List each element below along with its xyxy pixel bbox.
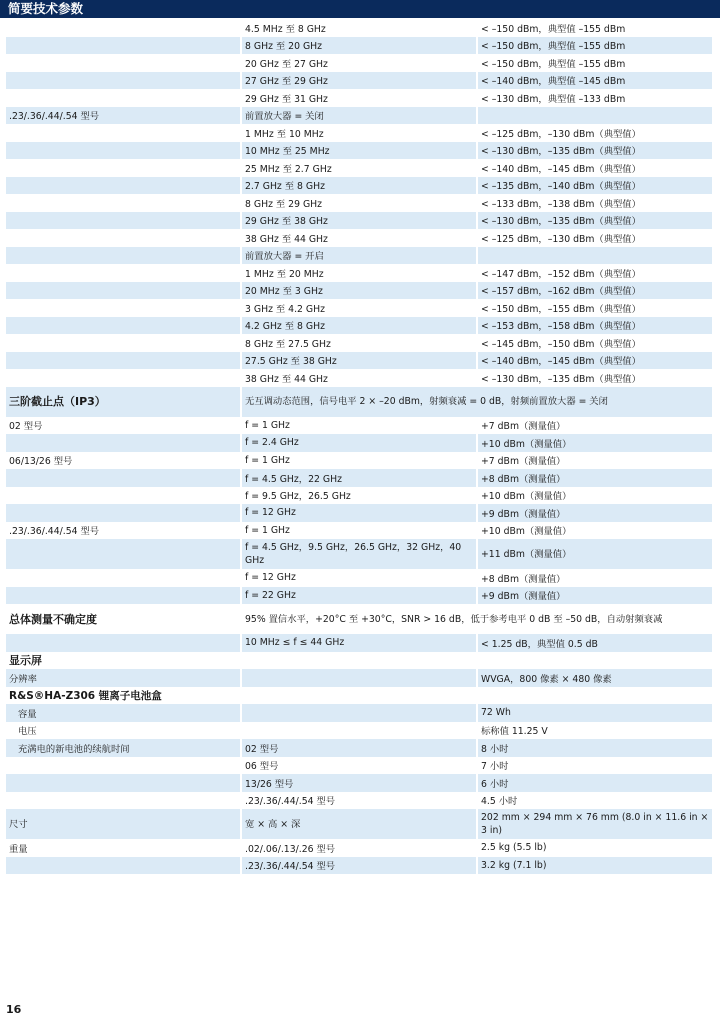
row-value: 2.5 kg (5.5 lb): [476, 839, 712, 857]
row-label: [6, 792, 240, 810]
row-condition: 1 MHz 至 20 MHz: [240, 264, 476, 282]
row-condition: 无互调动态范围，信号电平 2 × –20 dBm，射频衰减 = 0 dB，射频前置放大器 = 关闭: [240, 387, 712, 417]
row-value: < –157 dBm，–162 dBm（典型值）: [476, 282, 712, 300]
row-value: +7 dBm（测量值）: [476, 452, 712, 470]
row-condition: 1 MHz 至 10 MHz: [240, 124, 476, 142]
table-row: [6, 417, 712, 435]
table-row: [6, 229, 712, 247]
row-value: 标称值 11.25 V: [476, 722, 712, 740]
table-row: [6, 264, 712, 282]
table-row: [6, 504, 712, 522]
row-condition: 8 GHz 至 27.5 GHz: [240, 334, 476, 352]
row-condition: [240, 687, 476, 705]
table-row: [6, 19, 712, 37]
row-value: < –150 dBm，典型值 –155 dBm: [476, 37, 712, 55]
row-label: [6, 569, 240, 587]
row-condition: [240, 669, 476, 687]
row-label: [6, 37, 240, 55]
row-condition: 06 型号: [240, 757, 476, 775]
row-label: 尺寸: [6, 809, 240, 839]
table-row: [6, 809, 712, 839]
row-value: < –125 dBm，–130 dBm（典型值）: [476, 124, 712, 142]
row-label: [6, 229, 240, 247]
row-label: [6, 124, 240, 142]
row-label: [6, 539, 240, 569]
row-label: 分辨率: [6, 669, 240, 687]
table-row: [6, 487, 712, 505]
row-label: [6, 54, 240, 72]
row-label: [6, 247, 240, 265]
row-value: 72 Wh: [476, 704, 712, 722]
row-condition: f = 9.5 GHz，26.5 GHz: [240, 487, 476, 505]
row-label: [6, 299, 240, 317]
row-label: [6, 857, 240, 875]
row-condition: f = 22 GHz: [240, 587, 476, 605]
table-row: [6, 37, 712, 55]
table-row: [6, 757, 712, 775]
row-value: < –135 dBm，–140 dBm（典型值）: [476, 177, 712, 195]
row-value: [476, 247, 712, 265]
row-label: 总体测量不确定度: [9, 612, 97, 626]
table-row: [6, 282, 712, 300]
row-condition: [240, 704, 476, 722]
table-row: [6, 159, 712, 177]
row-label: [6, 587, 240, 605]
table-row: [6, 792, 712, 810]
row-condition: 宽 × 高 × 深: [240, 809, 476, 839]
table-row: [6, 569, 712, 587]
row-condition: 20 GHz 至 27 GHz: [240, 54, 476, 72]
row-label: .23/.36/.44/.54 型号: [9, 526, 100, 538]
row-label: [6, 757, 240, 775]
row-value: 6 小时: [476, 774, 712, 792]
row-label: [6, 504, 240, 522]
row-label: [6, 282, 240, 300]
row-condition: 前置放大器 = 关闭: [240, 107, 476, 125]
row-label: [6, 334, 240, 352]
row-value: +8 dBm（测量值）: [476, 469, 712, 487]
row-value: 7 小时: [476, 757, 712, 775]
row-label: [6, 317, 240, 335]
table-row: [6, 434, 712, 452]
row-value: +9 dBm（测量值）: [476, 587, 712, 605]
row-condition: 4.5 MHz 至 8 GHz: [240, 19, 476, 37]
row-label: [6, 19, 240, 37]
spec-table-body: [6, 19, 712, 874]
section-title: 简要技术参数: [8, 1, 84, 16]
row-condition: f = 4.5 GHz，9.5 GHz，26.5 GHz，32 GHz，40 GHz: [240, 539, 476, 569]
row-condition: f = 4.5 GHz，22 GHz: [240, 469, 476, 487]
table-row: [6, 124, 712, 142]
table-row: [6, 634, 712, 652]
row-condition: 38 GHz 至 44 GHz: [240, 229, 476, 247]
table-row: [6, 72, 712, 90]
row-label: 重量: [9, 843, 28, 855]
row-condition: .02/.06/.13/.26 型号: [240, 839, 476, 857]
row-value: < –140 dBm，–145 dBm（典型值）: [476, 159, 712, 177]
row-condition: 8 GHz 至 20 GHz: [240, 37, 476, 55]
row-condition: 27.5 GHz 至 38 GHz: [240, 352, 476, 370]
table-row: [6, 387, 712, 417]
row-condition: 10 MHz 至 25 MHz: [240, 142, 476, 160]
row-value: +9 dBm（测量值）: [476, 504, 712, 522]
row-label: [6, 72, 240, 90]
row-condition: 29 GHz 至 38 GHz: [240, 212, 476, 230]
spec-table: [6, 19, 712, 874]
row-value: < –140 dBm，典型值 –145 dBm: [476, 72, 712, 90]
row-label: R&S®HA-Z306 锂离子电池盒: [9, 689, 162, 702]
table-row: [6, 317, 712, 335]
table-row: [6, 212, 712, 230]
row-value: < –133 dBm，–138 dBm（典型值）: [476, 194, 712, 212]
row-value: < –150 dBm，–155 dBm（典型值）: [476, 299, 712, 317]
row-label: [6, 194, 240, 212]
table-row: [6, 522, 712, 540]
row-value: < –125 dBm，–130 dBm（典型值）: [476, 229, 712, 247]
table-row: [6, 452, 712, 470]
row-condition: 25 MHz 至 2.7 GHz: [240, 159, 476, 177]
table-row: [6, 839, 712, 857]
row-label: [6, 774, 240, 792]
table-row: [6, 652, 712, 670]
row-value: WVGA，800 像素 × 480 像素: [476, 669, 712, 687]
row-condition: 4.2 GHz 至 8 GHz: [240, 317, 476, 335]
row-value: [476, 652, 712, 670]
row-condition: [240, 652, 476, 670]
table-row: [6, 54, 712, 72]
row-value: < –150 dBm，典型值 –155 dBm: [476, 54, 712, 72]
row-condition: 2.7 GHz 至 8 GHz: [240, 177, 476, 195]
row-label: [6, 369, 240, 387]
row-value: < –130 dBm，–135 dBm（典型值）: [476, 142, 712, 160]
row-label: 容量: [6, 704, 240, 722]
row-label: [6, 487, 240, 505]
row-label: [6, 89, 240, 107]
table-row: [6, 194, 712, 212]
row-condition: 27 GHz 至 29 GHz: [240, 72, 476, 90]
row-value: [476, 107, 712, 125]
row-condition: f = 1 GHz: [240, 417, 476, 435]
row-label: 02 型号: [9, 421, 43, 433]
row-value: 4.5 小时: [476, 792, 712, 810]
table-row: [6, 687, 712, 705]
row-condition: 29 GHz 至 31 GHz: [240, 89, 476, 107]
row-condition: 13/26 型号: [240, 774, 476, 792]
row-condition: .23/.36/.44/.54 型号: [240, 857, 476, 875]
row-condition: [240, 722, 476, 740]
row-label: [6, 352, 240, 370]
row-value: +8 dBm（测量值）: [476, 569, 712, 587]
row-label: 06/13/26 型号: [9, 456, 73, 468]
section-header: [0, 0, 720, 18]
row-value: 202 mm × 294 mm × 76 mm (8.0 in × 11.6 in × 3 in): [476, 809, 712, 839]
table-row: [6, 334, 712, 352]
row-condition: 前置放大器 = 开启: [240, 247, 476, 265]
row-value: 8 小时: [476, 739, 712, 757]
row-value: 3.2 kg (7.1 lb): [476, 857, 712, 875]
row-condition: 8 GHz 至 29 GHz: [240, 194, 476, 212]
table-row: [6, 352, 712, 370]
table-row: [6, 704, 712, 722]
row-value: < –130 dBm，典型值 –133 dBm: [476, 89, 712, 107]
row-condition: f = 12 GHz: [240, 504, 476, 522]
row-value: +11 dBm（测量值）: [476, 539, 712, 569]
row-condition: f = 2.4 GHz: [240, 434, 476, 452]
row-value: < –153 dBm，–158 dBm（典型值）: [476, 317, 712, 335]
table-row: [6, 587, 712, 605]
row-condition: f = 12 GHz: [240, 569, 476, 587]
row-value: +10 dBm（测量值）: [476, 522, 712, 540]
row-condition: 10 MHz ≤ f ≤ 44 GHz: [240, 634, 476, 652]
row-condition: f = 1 GHz: [240, 522, 476, 540]
row-value: +7 dBm（测量值）: [476, 417, 712, 435]
row-label: [6, 434, 240, 452]
row-label: .23/.36/.44/.54 型号: [6, 107, 240, 125]
table-row: [6, 177, 712, 195]
row-condition: 20 MHz 至 3 GHz: [240, 282, 476, 300]
table-row: [6, 369, 712, 387]
row-value: < –130 dBm，–135 dBm（典型值）: [476, 212, 712, 230]
table-row: [6, 247, 712, 265]
row-label: 三阶截止点（IP3）: [6, 387, 240, 417]
row-label: [6, 264, 240, 282]
row-value: +10 dBm（测量值）: [476, 434, 712, 452]
row-label: [6, 177, 240, 195]
row-condition: 95% 置信水平，+20°C 至 +30°C，SNR > 16 dB，低于参考电平 0 dB 至 –50 dB，自动射频衰减: [240, 604, 712, 634]
table-row: [6, 299, 712, 317]
row-label: [6, 159, 240, 177]
table-row: [6, 539, 712, 569]
table-row: [6, 107, 712, 125]
table-row: [6, 669, 712, 687]
row-label: [6, 634, 240, 652]
row-condition: 38 GHz 至 44 GHz: [240, 369, 476, 387]
table-row: [6, 774, 712, 792]
table-row: [6, 604, 712, 634]
table-row: [6, 142, 712, 160]
row-value: < –130 dBm，–135 dBm（典型值）: [476, 369, 712, 387]
row-label: 显示屏: [9, 654, 42, 668]
row-condition: 02 型号: [240, 739, 476, 757]
table-row: [6, 857, 712, 875]
row-condition: .23/.36/.44/.54 型号: [240, 792, 476, 810]
table-row: [6, 739, 712, 757]
row-label: [6, 212, 240, 230]
row-value: < –140 dBm，–145 dBm（典型值）: [476, 352, 712, 370]
row-condition: 3 GHz 至 4.2 GHz: [240, 299, 476, 317]
row-value: < –147 dBm，–152 dBm（典型值）: [476, 264, 712, 282]
table-row: [6, 469, 712, 487]
row-value: < –145 dBm，–150 dBm（典型值）: [476, 334, 712, 352]
row-label: [6, 469, 240, 487]
table-row: [6, 89, 712, 107]
page-number: 16: [6, 1003, 22, 1016]
row-label: 充满电的新电池的续航时间: [6, 739, 240, 757]
row-label: [6, 142, 240, 160]
row-value: +10 dBm（测量值）: [476, 487, 712, 505]
row-value: < 1.25 dB，典型值 0.5 dB: [476, 634, 712, 652]
row-value: [476, 687, 712, 705]
row-condition: f = 1 GHz: [240, 452, 476, 470]
row-label: 电压: [18, 726, 37, 738]
table-row: [6, 722, 712, 740]
row-value: < –150 dBm，典型值 –155 dBm: [476, 19, 712, 37]
